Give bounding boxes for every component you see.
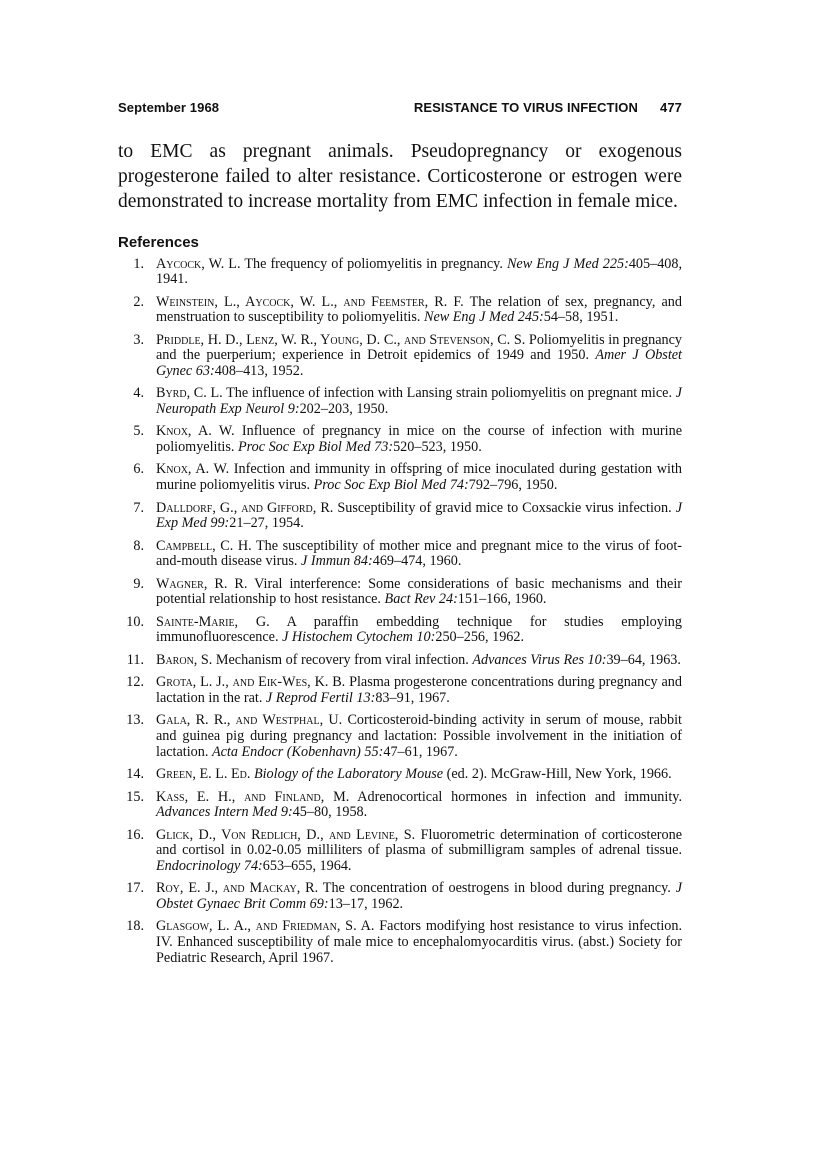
reference-pages: 520–523, 1950. bbox=[393, 439, 482, 455]
reference-number: 5. bbox=[133, 423, 144, 440]
reference-number: 6. bbox=[133, 461, 144, 478]
running-title: RESISTANCE TO VIRUS INFECTION bbox=[413, 100, 638, 115]
reference-item bbox=[118, 577, 682, 608]
running-header bbox=[118, 100, 682, 115]
reference-number: 9. bbox=[133, 575, 144, 592]
intro-paragraph: to EMC as pregnant animals. Pseudopregnancy or exogenous progesterone failed to alter resistance. Corticosterone or estrogen were demonstrated to increase mortality from EMC infection in female mice. bbox=[118, 141, 682, 212]
reference-title: Fluorometric determination of corticosterone and cortisol in 0.02-0.05 milliliters of plasma of submilligram samples of adrenal tissue. bbox=[156, 826, 683, 859]
reference-item bbox=[118, 790, 682, 821]
reference-number: 10. bbox=[126, 613, 144, 630]
reference-number: 16. bbox=[126, 826, 144, 843]
reference-journal: J Histochem Cytochem 10: bbox=[282, 629, 436, 646]
reference-pages: 792–796, 1950. bbox=[468, 477, 558, 494]
reference-title: The susceptibility of mother mice and pregnant mice to the virus of foot-and-mouth disease virus. bbox=[156, 537, 682, 570]
reference-authors: Grota, L. J., and Eik-Wes, K. B. bbox=[156, 674, 346, 691]
reference-title: Plasma progesterone concentrations during pregnancy and lactation in the rat. bbox=[156, 674, 682, 706]
reference-number: 3. bbox=[133, 331, 144, 348]
reference-pages: 405–408, 1941. bbox=[156, 255, 683, 288]
reference-title: Susceptibility of gravid mice to Coxsackie virus infection. bbox=[333, 499, 676, 516]
reference-item bbox=[118, 386, 682, 417]
reference-title: A paraffin embedding technique for studies employing immunofluorescence. bbox=[156, 613, 682, 646]
reference-journal: Proc Soc Exp Biol Med 74: bbox=[313, 477, 469, 494]
reference-item bbox=[118, 881, 682, 912]
reference-item bbox=[118, 713, 682, 760]
reference-authors: Knox, A. W. bbox=[156, 461, 230, 478]
reference-number: 15. bbox=[126, 788, 144, 805]
reference-pages: 21–27, 1954. bbox=[229, 515, 304, 532]
page bbox=[118, 100, 682, 973]
reference-title: Corticosteroid-binding activity in serum of mouse, rabbit and guinea pig during pregnancy and lactation: Possible involvement in the initiation of lactation. bbox=[156, 712, 682, 760]
reference-pages: 47–61, 1967. bbox=[383, 743, 458, 760]
reference-title: The concentration of oestrogens in blood during pregnancy. bbox=[318, 880, 676, 897]
reference-title: The influence of infection with Lansing strain poliomyelitis on pregnant mice. bbox=[222, 385, 676, 402]
reference-pages: (ed. 2). McGraw-Hill, New York, 1966. bbox=[443, 766, 672, 783]
reference-item bbox=[118, 675, 682, 706]
reference-number: 12. bbox=[126, 674, 144, 691]
reference-title: Adrenocortical hormones in infection and immunity. bbox=[349, 788, 682, 805]
reference-item bbox=[118, 501, 682, 532]
reference-journal: Biology of the Laboratory Mouse bbox=[253, 766, 444, 783]
reference-pages: 45–80, 1958. bbox=[292, 804, 368, 821]
reference-journal: J Obstet Gynaec Brit Comm 69: bbox=[156, 880, 682, 912]
reference-journal: J Neuropath Exp Neurol 9: bbox=[156, 385, 682, 417]
reference-pages: 408–413, 1952. bbox=[214, 362, 304, 379]
reference-pages: 83–91, 1967. bbox=[375, 689, 450, 706]
reference-number: 11. bbox=[126, 651, 144, 668]
reference-title: The frequency of poliomyelitis in pregnancy. bbox=[240, 255, 507, 272]
reference-number: 8. bbox=[133, 537, 144, 554]
reference-journal: Advances Virus Res 10: bbox=[472, 651, 607, 668]
reference-authors: Knox, A. W. bbox=[156, 423, 235, 440]
reference-number: 4. bbox=[133, 385, 144, 402]
reference-title: The relation of sex, pregnancy, and menstruation to susceptibility to poliomyelitis. bbox=[156, 293, 682, 326]
reference-journal: Amer J Obstet Gynec 63: bbox=[156, 347, 682, 379]
reference-title: Mechanism of recovery from viral infection. bbox=[212, 651, 473, 668]
reference-authors: Campbell, C. H. bbox=[156, 537, 252, 554]
reference-authors: Wagner, R. R. bbox=[156, 575, 248, 592]
reference-number: 1. bbox=[133, 255, 144, 272]
reference-authors: Roy, E. J., and Mackay, R. bbox=[156, 880, 319, 897]
reference-item bbox=[118, 919, 682, 966]
reference-journal: Proc Soc Exp Biol Med 73: bbox=[237, 439, 394, 455]
reference-item bbox=[118, 424, 682, 455]
reference-item bbox=[118, 767, 682, 783]
header-right bbox=[414, 100, 682, 115]
references-heading: References bbox=[118, 233, 199, 251]
reference-pages: 39–64, 1963. bbox=[606, 651, 681, 668]
reference-title: Influence of pregnancy in mice on the course of infection with murine poliomyelitis. bbox=[156, 423, 682, 455]
reference-journal: New Eng J Med 245: bbox=[423, 309, 544, 326]
reference-authors: Weinstein, L., Aycock, W. L., and Feemster, R. F. bbox=[156, 293, 464, 310]
reference-pages: 469–474, 1960. bbox=[372, 553, 462, 570]
reference-pages: 54–58, 1951. bbox=[543, 309, 619, 326]
reference-item bbox=[118, 257, 682, 288]
reference-authors: Baron, S. bbox=[156, 651, 213, 668]
reference-number: 17. bbox=[126, 880, 144, 897]
reference-authors: Dalldorf, G., and Gifford, R. bbox=[156, 499, 334, 516]
reference-authors: Aycock, W. L. bbox=[156, 255, 241, 272]
reference-item bbox=[118, 653, 682, 669]
reference-number: 18. bbox=[126, 918, 144, 935]
reference-number: 7. bbox=[133, 499, 144, 516]
reference-authors: Priddle, H. D., Lenz, W. R., Young, D. C., and Stevenson, C. S. bbox=[156, 331, 526, 348]
reference-authors: Glasgow, L. A., and Friedman, S. A. bbox=[156, 918, 375, 935]
page-number: 477 bbox=[660, 100, 682, 115]
reference-authors: Byrd, C. L. bbox=[156, 385, 223, 402]
reference-authors: Gala, R. R., and Westphal, U. bbox=[156, 712, 343, 729]
reference-pages: 250–256, 1962. bbox=[435, 629, 525, 646]
references-list bbox=[118, 257, 682, 967]
reference-pages: 202–203, 1950. bbox=[299, 400, 389, 417]
reference-title: Factors modifying host resistance to virus infection. IV. Enhanced susceptibility of male mice to encephalomyocarditis virus. (abst.) Society for Pediatric Research, April 1967. bbox=[156, 918, 683, 966]
reference-authors: Green, E. L. Ed. bbox=[156, 766, 251, 783]
reference-item bbox=[118, 295, 682, 326]
reference-journal: Advances Intern Med 9: bbox=[156, 804, 293, 821]
reference-authors: Sainte-Marie, G. bbox=[156, 613, 270, 630]
reference-item bbox=[118, 539, 682, 570]
reference-journal: J Exp Med 99: bbox=[156, 499, 682, 532]
reference-item bbox=[118, 828, 682, 875]
reference-authors: Kass, E. H., and Finland, M. bbox=[156, 788, 350, 805]
reference-title: Viral interference: Some considerations of basic mechanisms and their potential relationship to host resistance. bbox=[156, 575, 682, 608]
reference-authors: Glick, D., Von Redlich, D., and Levine, S. bbox=[156, 826, 416, 843]
reference-number: 13. bbox=[126, 712, 144, 729]
reference-journal: Bact Rev 24: bbox=[384, 591, 458, 608]
reference-item bbox=[118, 615, 682, 646]
reference-item bbox=[118, 333, 682, 380]
reference-journal: J Immun 84: bbox=[301, 553, 373, 570]
reference-journal: Acta Endocr (Kobenhavn) 55: bbox=[211, 743, 384, 760]
reference-number: 2. bbox=[133, 293, 144, 310]
reference-pages: 13–17, 1962. bbox=[328, 895, 404, 912]
reference-journal: New Eng J Med 225: bbox=[506, 255, 629, 272]
reference-number: 14. bbox=[126, 766, 144, 783]
reference-pages: 151–166, 1960. bbox=[457, 591, 547, 608]
reference-item bbox=[118, 462, 682, 493]
issue-date: September 1968 bbox=[118, 100, 220, 115]
reference-title: Poliomyelitis in pregnancy and the puerperium; experience in Detroit epidemics of 1949 and 1950. bbox=[156, 331, 683, 364]
reference-journal: Endocrinology 74: bbox=[156, 857, 263, 874]
reference-title: Infection and immunity in offspring of mice inoculated during gestation with murine poliomyelitis virus. bbox=[156, 461, 682, 494]
reference-pages: 653–655, 1964. bbox=[262, 857, 352, 874]
reference-journal: J Reprod Fertil 13: bbox=[265, 689, 376, 706]
